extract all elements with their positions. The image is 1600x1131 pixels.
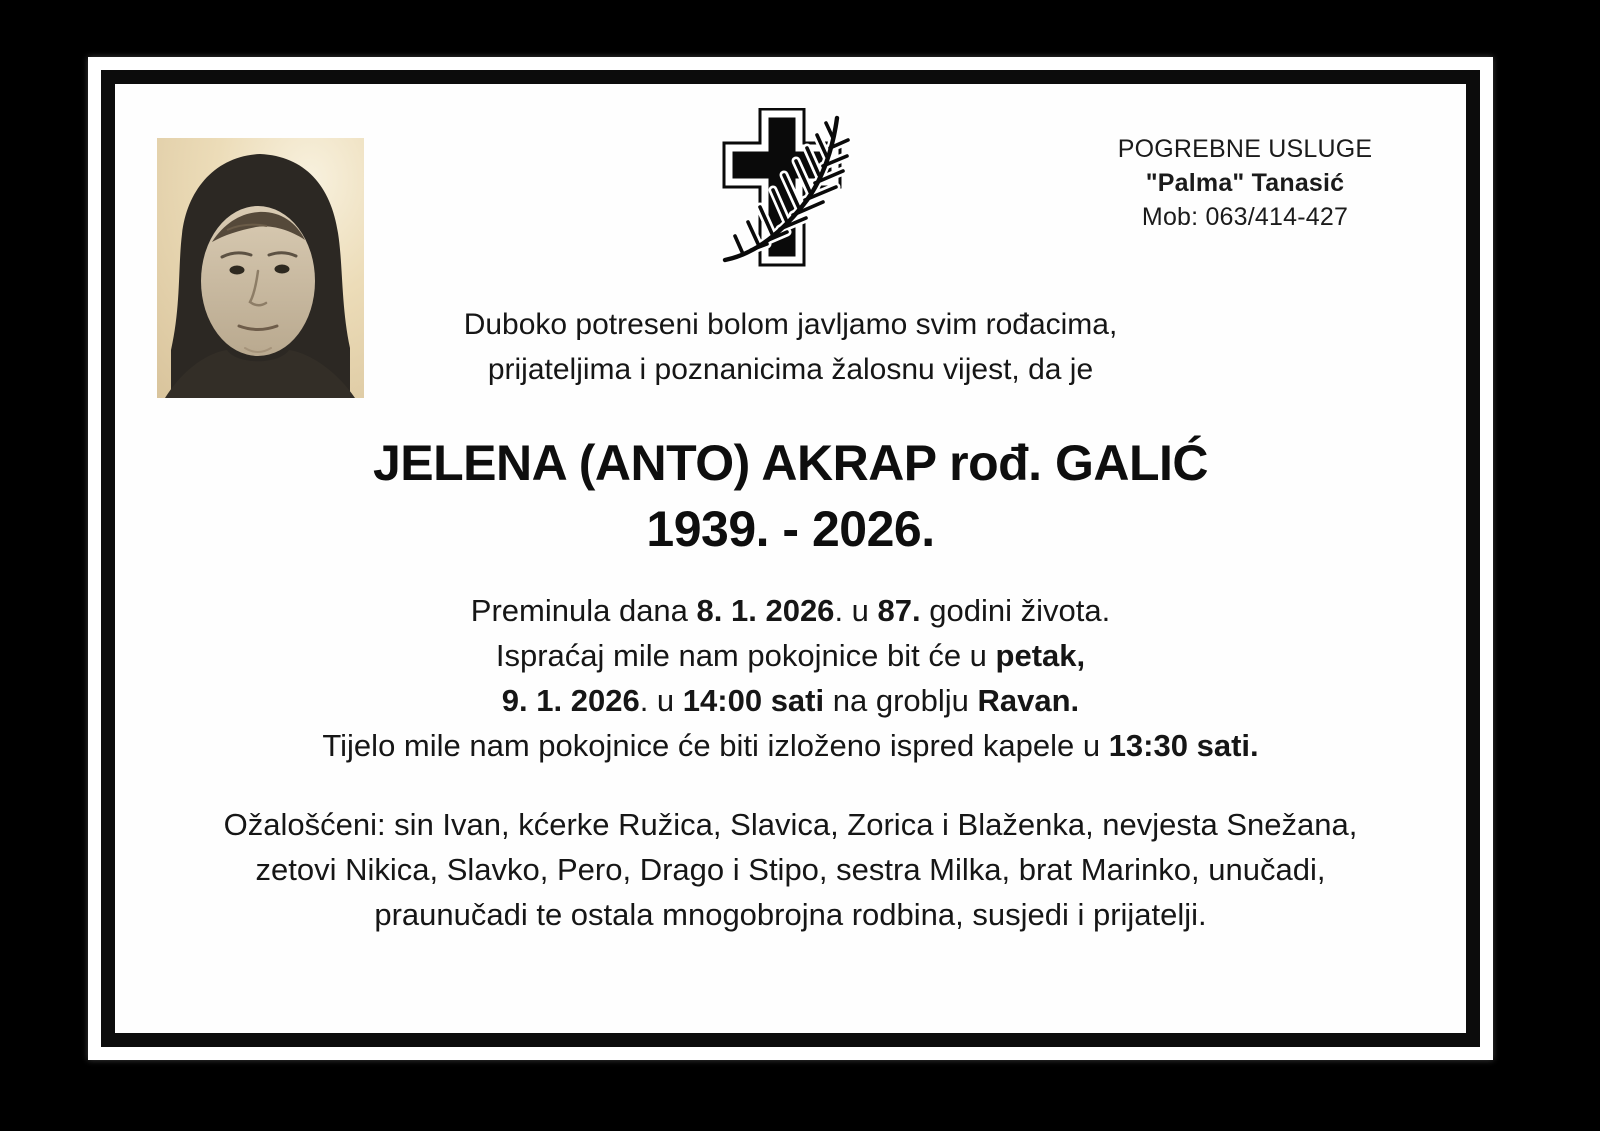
provider-phone: Mob: 063/414-427 (1141, 203, 1349, 231)
funeral-provider-block (1050, 132, 1440, 234)
details-line: 9. 1. 2026. u 14:00 sati na groblju Ravan. (501, 683, 1080, 718)
mourners-line: zetovi Nikica, Slavko, Pero, Drago i Stipo, sestra Milka, brat Marinko, unučadi, (255, 852, 1326, 887)
details-line: Ispraćaj mile nam pokojnice bit će u petak, (495, 638, 1086, 673)
provider-heading: POGREBNE USLUGE (1117, 135, 1373, 163)
announcement-line-1: Duboko potreseni bolom javljamo svim rođacima, (463, 308, 1118, 341)
funeral-details (115, 588, 1466, 768)
announcement-line-2: prijateljima i poznanicima žalosnu vijest, da je (487, 353, 1094, 386)
obituary-card (101, 70, 1480, 1047)
announcement-text (115, 302, 1466, 392)
details-line: Preminula dana 8. 1. 2026. u 87. godini života. (470, 593, 1111, 628)
deceased-name: JELENA (ANTO) AKRAP rođ. GALIĆ (372, 435, 1209, 491)
deceased-title-block (115, 430, 1466, 562)
mourners-text (115, 802, 1466, 937)
mourners-line: Ožalošćeni: sin Ivan, kćerke Ružica, Slavica, Zorica i Blaženka, nevjesta Snežana, (223, 807, 1358, 842)
mourners-line: praunučadi te ostala mnogobrojna rodbina, susjedi i prijatelji. (374, 897, 1207, 932)
deceased-years: 1939. - 2026. (646, 501, 935, 557)
card-frame (88, 57, 1493, 1060)
provider-name: "Palma" Tanasić (1145, 169, 1345, 197)
details-line: Tijelo mile nam pokojnice će biti izloženo ispred kapele u 13:30 sati. (322, 728, 1259, 763)
cross-palm-icon (715, 108, 887, 270)
